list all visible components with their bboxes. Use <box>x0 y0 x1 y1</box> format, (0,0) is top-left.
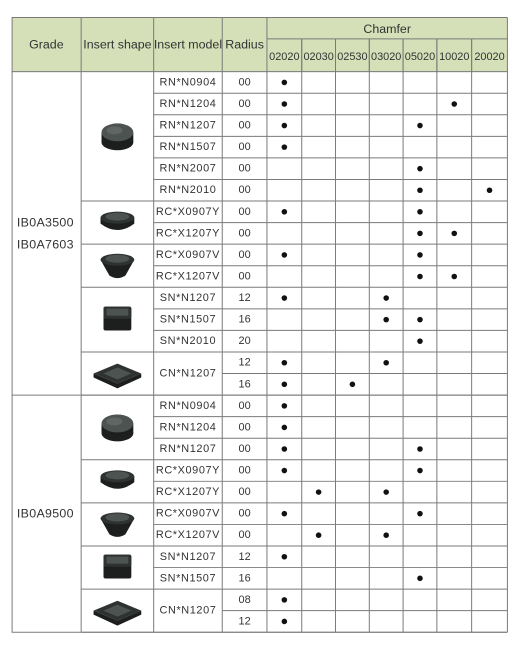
grade-label: IB0A3500 <box>16 215 74 230</box>
availability-dot <box>417 252 423 258</box>
radius-cell: 16 <box>238 313 251 326</box>
availability-dot <box>282 80 288 86</box>
availability-dot <box>282 554 288 560</box>
insert-model-cell: RN*N1507 <box>159 141 217 154</box>
availability-dot <box>282 252 288 258</box>
radius-cell: 00 <box>238 184 251 197</box>
radius-cell: 00 <box>238 248 251 261</box>
header-radius: Radius <box>225 37 264 52</box>
insert-model-cell: RC*X0907Y <box>155 464 221 477</box>
header-chamfer-02530: 02530 <box>337 51 368 64</box>
radius-cell: 00 <box>238 227 251 240</box>
availability-dot <box>451 231 457 237</box>
availability-dot <box>417 338 423 344</box>
insert-model-cell: RN*N2007 <box>159 162 217 175</box>
radius-cell: 00 <box>238 119 251 132</box>
insert-model-cell: SN*N1207 <box>159 292 217 305</box>
header-insert-model: Insert model <box>153 37 223 52</box>
availability-dot <box>487 187 493 193</box>
radius-cell: 00 <box>238 529 251 542</box>
insert-model-cell: RC*X1207Y <box>155 486 221 499</box>
diamond-insert-icon <box>94 601 142 626</box>
insert-model-cell: RN*N0904 <box>159 399 217 412</box>
radius-cell: 00 <box>238 76 251 89</box>
availability-dot <box>383 532 389 538</box>
grade-label: IB0A7603 <box>16 237 74 252</box>
square-insert-icon <box>104 307 132 331</box>
availability-dot <box>383 360 389 366</box>
radius-cell: 16 <box>238 572 251 585</box>
radius-cell: 00 <box>238 507 251 520</box>
header-insert-shape: Insert shape <box>83 37 152 52</box>
availability-dot <box>417 274 423 280</box>
availability-dot <box>417 446 423 452</box>
availability-dot <box>417 511 423 517</box>
insert-model-cell: RN*N1207 <box>159 119 217 132</box>
header-chamfer-05020: 05020 <box>404 51 436 64</box>
header-chamfer-10020: 10020 <box>439 51 470 64</box>
insert-model-cell: CN*N1207 <box>159 604 217 617</box>
availability-dot <box>417 317 423 323</box>
round-insert-icon <box>102 123 134 150</box>
availability-dot <box>282 382 288 388</box>
availability-dot <box>417 468 423 474</box>
insert-model-cell: RC*X0907Y <box>155 205 221 218</box>
radius-cell: 00 <box>238 399 251 412</box>
availability-dot <box>417 166 423 172</box>
radius-cell: 00 <box>238 97 251 110</box>
availability-dot <box>282 468 288 474</box>
diamond-insert-icon <box>94 364 142 389</box>
radius-cell: 00 <box>238 442 251 455</box>
availability-dot <box>282 446 288 452</box>
radius-cell: 12 <box>238 356 251 369</box>
radius-cell: 16 <box>238 378 251 391</box>
radius-cell: 00 <box>238 464 251 477</box>
insert-model-cell: RC*X0907V <box>155 507 221 520</box>
insert-model-cell: RN*N1207 <box>159 442 217 455</box>
availability-dot <box>383 295 389 301</box>
availability-dot <box>383 489 389 495</box>
insert-model-cell: SN*N2010 <box>159 335 217 348</box>
availability-dot <box>417 231 423 237</box>
radius-cell: 00 <box>238 270 251 283</box>
header-grade: Grade <box>29 37 64 52</box>
header-chamfer-02020: 02020 <box>269 51 300 64</box>
insert-model-cell: RC*X1207V <box>155 529 221 542</box>
radius-cell: 00 <box>238 205 251 218</box>
round-conical-insert-icon <box>101 513 135 537</box>
grade-label: IB0A9500 <box>16 506 74 521</box>
round-chamfered-insert-icon <box>101 212 135 230</box>
radius-cell: 20 <box>238 335 251 348</box>
availability-dot <box>451 101 457 107</box>
round-insert-icon <box>102 414 134 441</box>
insert-model-cell: SN*N1507 <box>159 313 217 326</box>
availability-dot <box>282 295 288 301</box>
insert-model-cell: RN*N2010 <box>159 184 217 197</box>
availability-dot <box>282 101 288 107</box>
insert-model-cell: RC*X0907V <box>155 248 221 261</box>
header-chamfer: Chamfer <box>363 21 411 36</box>
insert-model-cell: SN*N1507 <box>159 572 217 585</box>
availability-dot <box>282 425 288 431</box>
radius-cell: 08 <box>238 593 251 606</box>
insert-model-cell: RC*X1207V <box>155 270 221 283</box>
availability-dot <box>451 274 457 280</box>
availability-dot <box>282 619 288 625</box>
availability-dot <box>282 403 288 409</box>
availability-dot <box>282 597 288 603</box>
header-chamfer-03020: 03020 <box>371 51 402 64</box>
radius-cell: 00 <box>238 486 251 499</box>
availability-dot <box>316 532 322 538</box>
availability-dot <box>417 209 423 215</box>
radius-cell: 00 <box>238 162 251 175</box>
grade-table <box>10 17 510 644</box>
availability-dot <box>282 511 288 517</box>
availability-dot <box>282 123 288 129</box>
availability-dot <box>417 187 423 193</box>
insert-model-cell: RN*N0904 <box>159 76 217 89</box>
square-insert-icon <box>104 555 132 579</box>
availability-dot <box>350 382 356 388</box>
radius-cell: 12 <box>238 292 251 305</box>
header-chamfer-20020: 20020 <box>474 51 505 64</box>
availability-dot <box>282 360 288 366</box>
grade-table-grid <box>10 17 510 639</box>
availability-dot <box>282 209 288 215</box>
round-conical-insert-icon <box>101 254 135 278</box>
availability-dot <box>282 144 288 150</box>
radius-cell: 00 <box>238 421 251 434</box>
round-chamfered-insert-icon <box>101 470 135 488</box>
radius-cell: 12 <box>238 615 251 628</box>
availability-dot <box>316 489 322 495</box>
insert-model-cell: CN*N1207 <box>159 367 217 380</box>
insert-model-cell: RC*X1207Y <box>155 227 221 240</box>
availability-dot <box>383 317 389 323</box>
insert-model-cell: RN*N1204 <box>159 97 217 110</box>
availability-dot <box>417 576 423 582</box>
header-chamfer-02030: 02030 <box>303 51 334 64</box>
insert-model-cell: SN*N1207 <box>159 550 217 563</box>
radius-cell: 00 <box>238 141 251 154</box>
insert-model-cell: RN*N1204 <box>159 421 217 434</box>
radius-cell: 12 <box>238 550 251 563</box>
availability-dot <box>417 123 423 129</box>
